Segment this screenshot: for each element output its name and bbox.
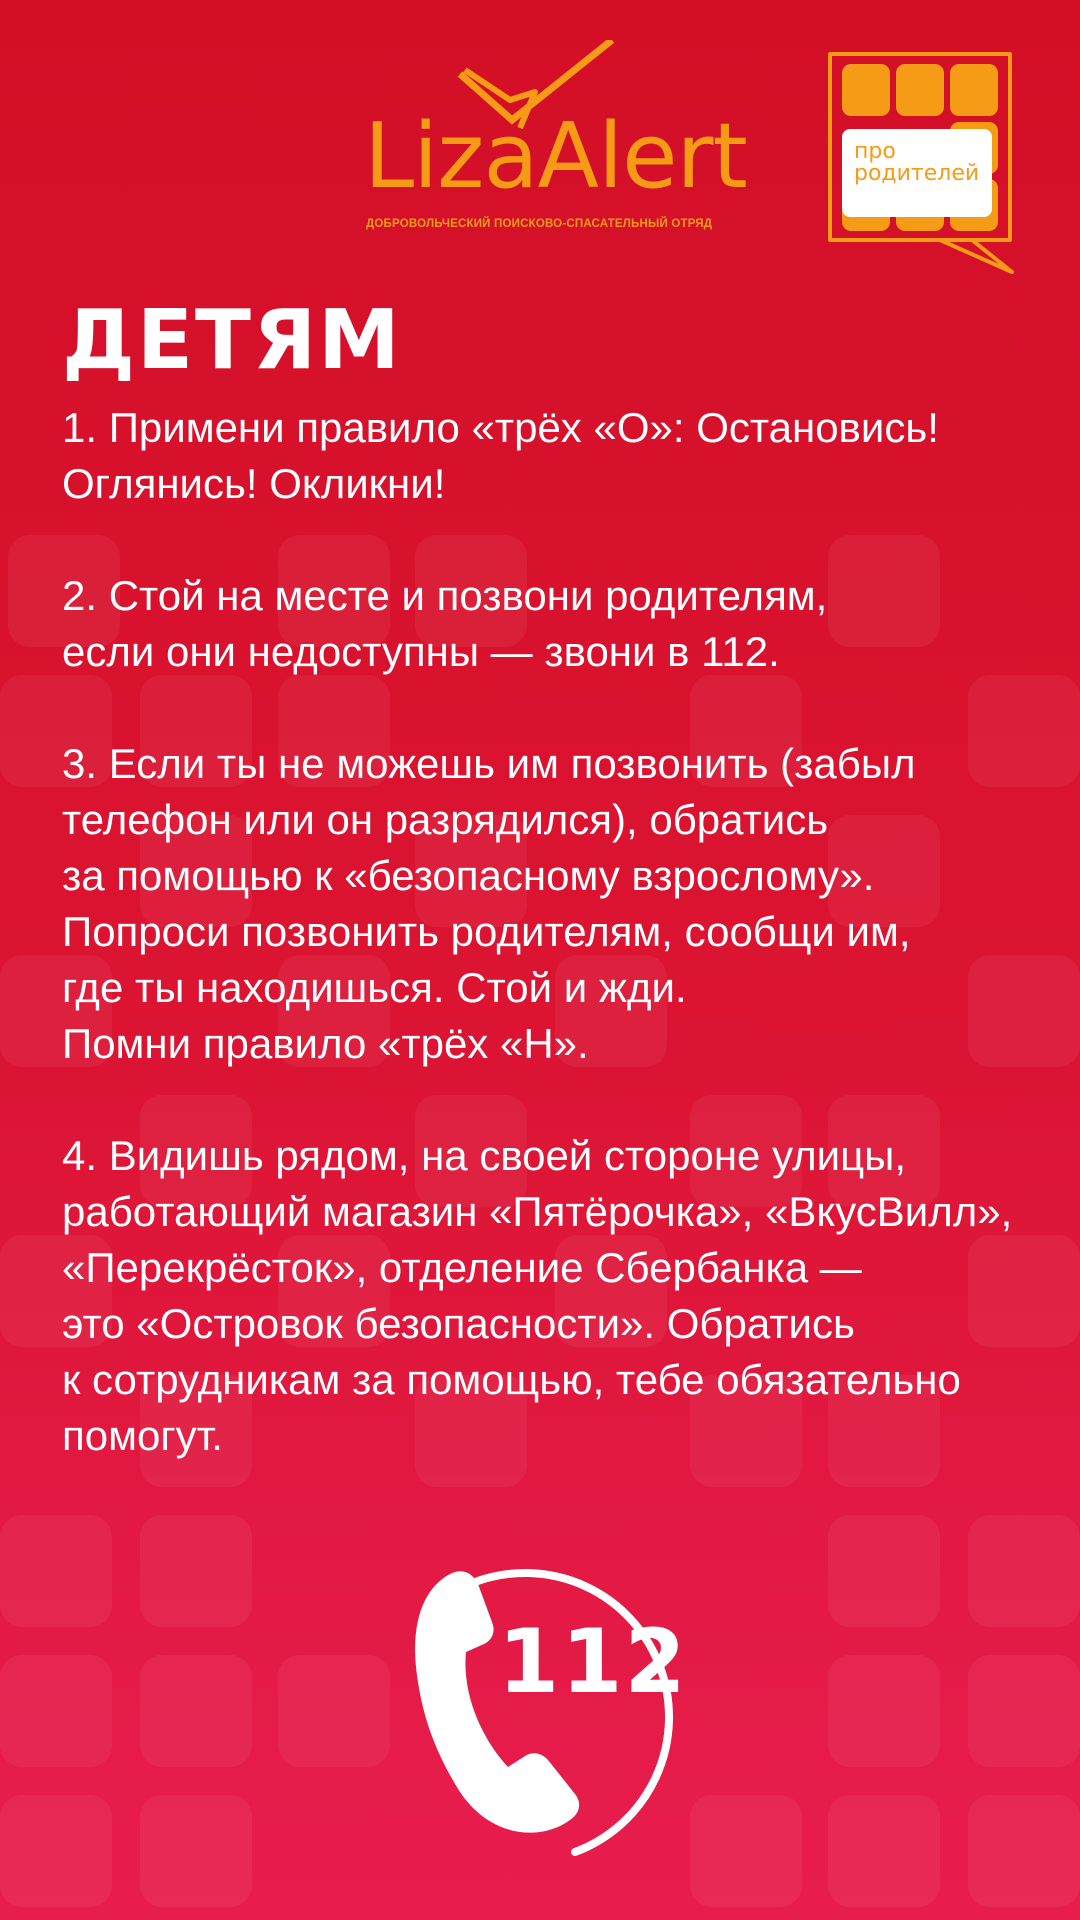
advice-list [62, 400, 1042, 1464]
pro-roditeley-badge [822, 50, 1018, 274]
lizaalert-logo [360, 40, 780, 240]
advice-item-3: 3. Если ты не можешь им позвонить (забыл телефон или он разрядился), обратись за помощью к «безопасному взрослому». Попроси позвонить родителям, сообщи им, где ты находишься. Стой и жди. Помни правило «трёх «Н». [62, 740, 916, 1067]
emergency-number: 112 [498, 1610, 688, 1713]
advice-item-1: 1. Примени правило «трёх «О»: Остановись! Оглянись! Окликни! [62, 404, 939, 507]
advice-item-2: 2. Стой на месте и позвони родителям, если они недоступны — звони в 112. [62, 572, 828, 675]
advice-item-4: 4. Видишь рядом, на своей стороне улицы, работающий магазин «Пятёрочка», «ВкусВилл», «Перекрёсток», отделение Сбербанка — это «Островок безопасности». Обратись к сотрудникам за помощью, тебе обязательно помогут. [62, 1132, 1013, 1459]
page-title: ДЕТЯМ [62, 293, 402, 388]
badge-line-1: про [854, 139, 896, 164]
logo-wordmark: LizaAlert [364, 104, 747, 209]
badge-label [842, 129, 992, 217]
logo-tagline: ДОБРОВОЛЬЧЕСКИЙ ПОИСКОВО-СПАСАТЕЛЬНЫЙ ОТРЯД [366, 218, 713, 230]
badge-line-2: родителей [854, 161, 980, 186]
